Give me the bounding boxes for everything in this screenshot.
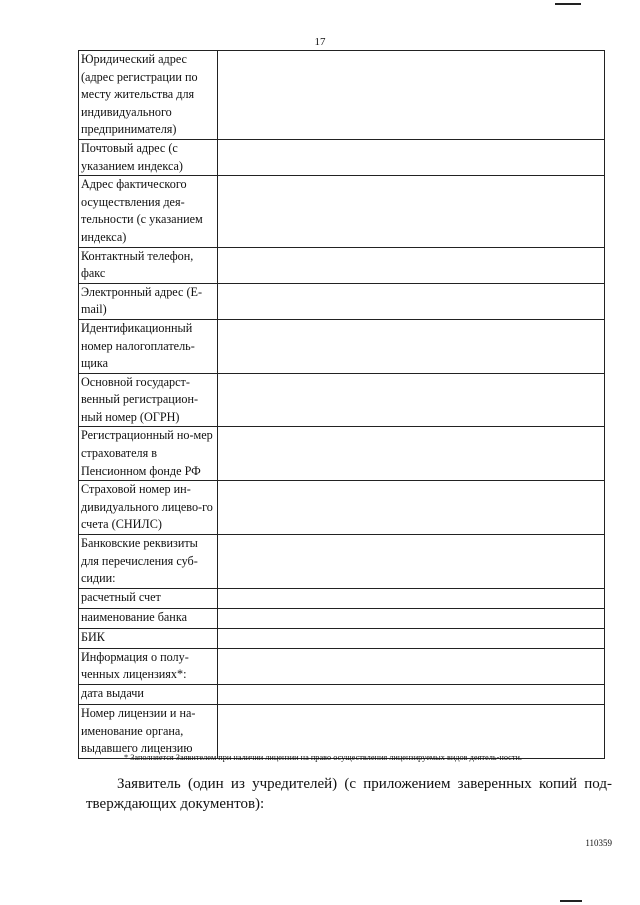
- table-row: [79, 481, 605, 535]
- account-number-cells: [218, 588, 605, 608]
- footnote: * Заполняется Заявителем при наличии лицензии на право осуществления лицензируемых видов деятель-ности.: [124, 753, 522, 762]
- document-code: 110359: [585, 838, 612, 848]
- row-label: Адрес фактического осуществления дея-тельности (с указанием индекса): [79, 176, 218, 247]
- applicant-heading: Заявитель (один из учредителей) (с приложением заверенных копий под-тверждающих документов):: [86, 776, 612, 812]
- value-cell: [218, 139, 605, 175]
- value-cell: [218, 51, 605, 140]
- table-row: [79, 139, 605, 175]
- value-cell: [218, 283, 605, 319]
- scan-mark: [560, 900, 582, 902]
- value-cell: [218, 608, 605, 628]
- table-row: [79, 176, 605, 247]
- table-row: [79, 608, 605, 628]
- table-row: [79, 283, 605, 319]
- value-cell: [218, 535, 605, 589]
- table-row: [79, 319, 605, 373]
- table-row: [79, 427, 605, 481]
- row-label: наименование банка: [79, 608, 218, 628]
- table-row: [79, 535, 605, 589]
- value-cell: [218, 685, 605, 705]
- row-label: Основной государст-венный регистрацион-ный номер (ОГРН): [79, 373, 218, 427]
- table-row: [79, 648, 605, 684]
- table-row: [79, 628, 605, 648]
- row-label: Юридический адрес (адрес регистрации по месту жительства для индивидуального предпринимателя): [79, 51, 218, 140]
- value-cell: [218, 176, 605, 247]
- row-label: Регистрационный но-мер страхователя в Пенсионном фонде РФ: [79, 427, 218, 481]
- table-row: [79, 247, 605, 283]
- table-row: [79, 588, 605, 608]
- row-label: дата выдачи: [79, 685, 218, 705]
- page-number: 17: [314, 36, 326, 48]
- value-cell: [218, 427, 605, 481]
- row-label: Идентификационный номер налогоплатель-щика: [79, 319, 218, 373]
- row-label: БИК: [79, 628, 218, 648]
- value-cell: [218, 247, 605, 283]
- applicant-details-table: [78, 50, 605, 759]
- value-cell: [218, 373, 605, 427]
- row-label: Почтовый адрес (с указанием индекса): [79, 139, 218, 175]
- table-row: [79, 685, 605, 705]
- value-cell: [218, 648, 605, 684]
- row-label: Банковские реквизиты для перечисления суб-сидии:: [79, 535, 218, 589]
- bik-cells: [218, 628, 605, 648]
- row-label: Номер лицензии и на-именование органа, выдавшего лицензию: [79, 705, 218, 759]
- row-label: расчетный счет: [79, 588, 218, 608]
- table-row: [79, 51, 605, 140]
- row-label: Контактный телефон, факс: [79, 247, 218, 283]
- table-row: [79, 373, 605, 427]
- row-label: Электронный адрес (E-mail): [79, 283, 218, 319]
- row-label: Информация о полу-ченных лицензиях*:: [79, 648, 218, 684]
- scan-mark: [555, 3, 581, 5]
- row-label: Страховой номер ин-дивидуального лицево-го счета (СНИЛС): [79, 481, 218, 535]
- value-cell: [218, 319, 605, 373]
- value-cell: [218, 481, 605, 535]
